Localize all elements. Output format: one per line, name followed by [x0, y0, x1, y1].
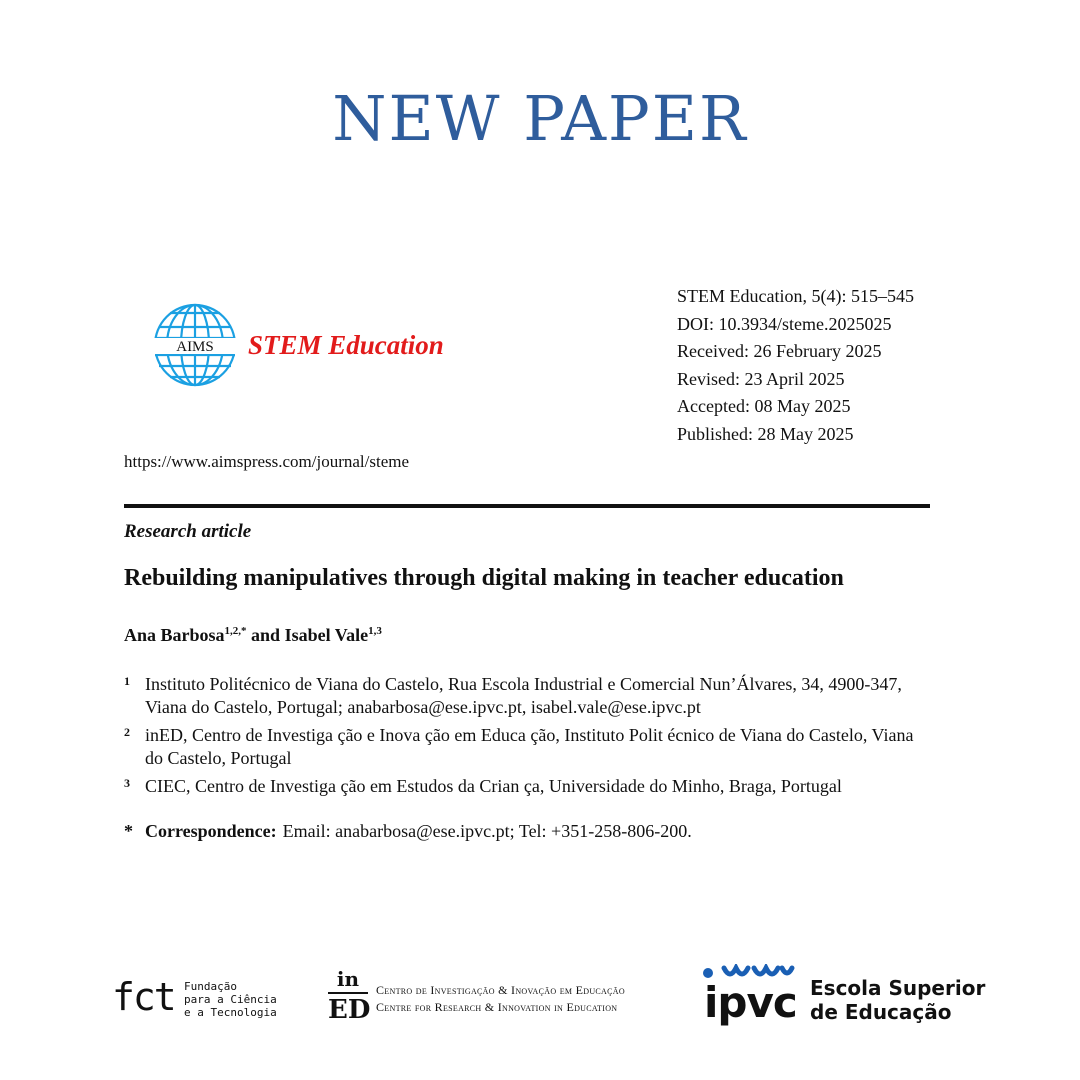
- ined-mark-bottom: ED: [328, 995, 371, 1025]
- correspondence-text: Email: anabarbosa@ese.ipvc.pt; Tel: +351-258-806-200.: [282, 821, 692, 841]
- affiliation-text: Instituto Politécnico de Viana do Castelo, Rua Escola Industrial e Comercial Nun’Álvares, 34, 4900-347, Viana do Castelo, Portugal; anabarbosa@ese.ipvc.pt, isabel.vale@ese.ipvc.pt: [145, 674, 902, 717]
- correspondence-marker: *: [124, 821, 133, 841]
- ipvc-logo: [702, 964, 992, 1034]
- journal-info: [677, 283, 914, 449]
- ined-mark-rule: [328, 992, 368, 994]
- revised-date: Revised: 23 April 2025: [677, 368, 845, 389]
- ipvc-school-name: [810, 976, 985, 1024]
- paper-title: Rebuilding manipulatives through digital making in teacher education: [124, 565, 844, 591]
- affiliation-number: 3: [124, 776, 130, 790]
- ined-logo: [328, 968, 668, 1030]
- fct-name-line: Fundação: [184, 980, 237, 993]
- accepted-date: Accepted: 08 May 2025: [677, 396, 851, 417]
- aims-logo-text: AIMS: [176, 339, 214, 355]
- author-affiliation-marks: 1,3: [368, 625, 382, 637]
- fct-name: [184, 980, 277, 1019]
- author-joiner: and: [251, 625, 281, 645]
- journal-citation: STEM Education, 5(4): 515–545: [677, 286, 914, 306]
- ined-name-line: Centro de Investigação & Inovação em Educação: [376, 983, 625, 997]
- published-date: Published: 28 May 2025: [677, 423, 854, 444]
- article-type: Research article: [124, 521, 252, 542]
- headline: NEW PAPER: [332, 82, 748, 155]
- fct-logo: [112, 977, 282, 1023]
- author-name: Ana Barbosa: [124, 625, 225, 645]
- affiliation-text: CIEC, Centro de Investiga ção em Estudos da Crian ça, Universidade do Minho, Braga, Portugal: [145, 776, 842, 796]
- affiliation: [124, 673, 924, 719]
- affiliation-number: 1: [124, 674, 130, 688]
- affiliation-number: 2: [124, 725, 130, 739]
- aims-globe-logo: [150, 300, 240, 390]
- author-affiliation-marks: 1,2,*: [224, 625, 247, 637]
- author-name: Isabel Vale: [284, 625, 369, 645]
- journal-name: STEM Education: [248, 330, 444, 360]
- ipvc-school-line: Escola Superior: [810, 976, 986, 1000]
- ined-mark: [328, 967, 371, 1025]
- ined-name-line: Centre for Research & Innovation in Education: [376, 1000, 618, 1014]
- doi: DOI: 10.3934/steme.2025025: [677, 313, 892, 334]
- ined-name: [376, 982, 625, 1016]
- ipvc-school-line: de Educação: [810, 1000, 952, 1024]
- ipvc-wordmark: ipvc: [704, 978, 797, 1027]
- author-list: [124, 625, 382, 646]
- divider: [124, 504, 930, 508]
- ined-mark-top: in: [336, 967, 360, 991]
- correspondence-label: Correspondence:: [145, 821, 277, 841]
- affiliation-text: inED, Centro de Investiga ção e Inova ção em Educa ção, Instituto Polit écnico de Viana do Castelo, Viana do Castelo, Portugal: [145, 725, 914, 768]
- fct-name-line: para a Ciência: [184, 993, 277, 1006]
- journal-url: https://www.aimspress.com/journal/steme: [124, 452, 410, 471]
- affiliation: [124, 724, 924, 770]
- received-date: Received: 26 February 2025: [677, 341, 882, 362]
- fct-name-line: e a Tecnologia: [184, 1006, 277, 1019]
- fct-mark: fct: [112, 975, 175, 1019]
- correspondence: [124, 821, 692, 842]
- affiliation: [124, 775, 924, 798]
